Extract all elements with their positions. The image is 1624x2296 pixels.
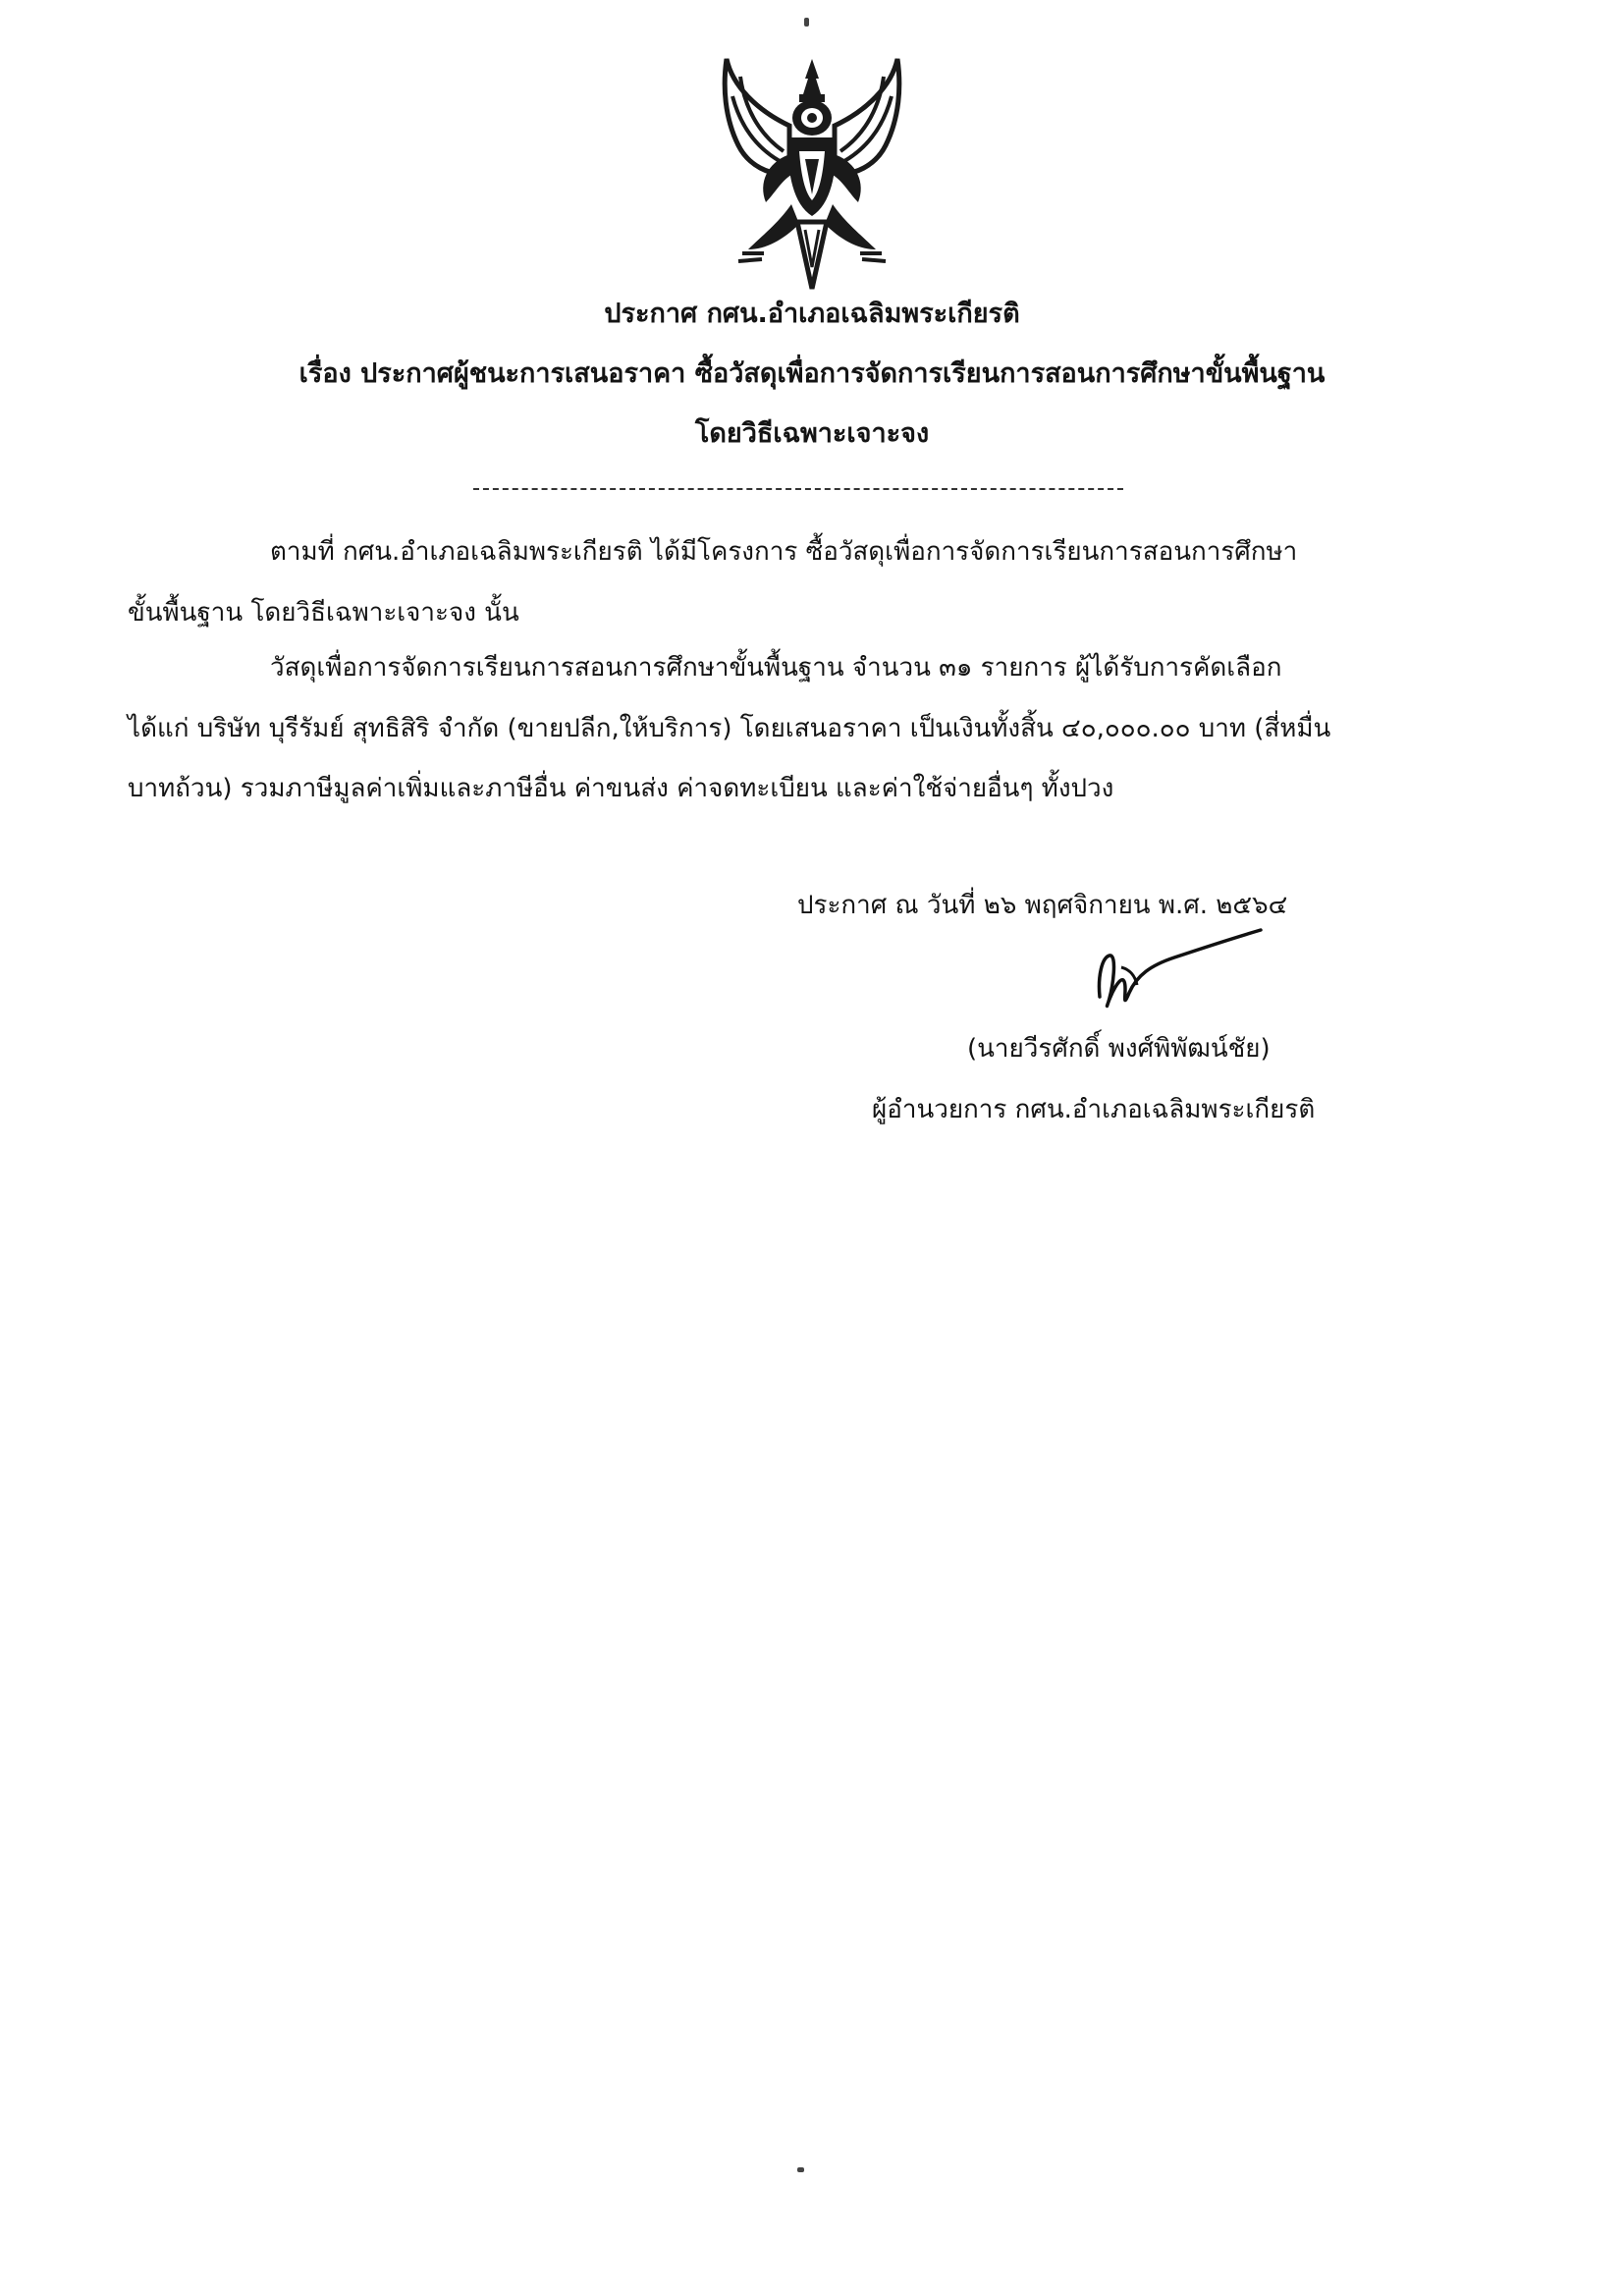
- paragraph-line: วัสดุเพื่อการจัดการเรียนการสอนการศึกษาขั้นพื้นฐาน จำนวน ๓๑ รายการ ผู้ได้รับการคัดเลือก: [270, 653, 1282, 683]
- announcement-subject: เรื่อง ประกาศผู้ชนะการเสนอราคา ซื้อวัสดุเพื่อการจัดการเรียนการสอนการศึกษาขั้นพื้นฐาน: [298, 358, 1326, 389]
- divider: [473, 488, 1123, 490]
- scan-speck: [797, 2167, 804, 2172]
- paragraph-line: บาทถ้วน) รวมภาษีมูลค่าเพิ่มและภาษีอื่น ค่าขนส่ง ค่าจดทะเบียน และค่าใช้จ่ายอื่นๆ ทั้งปวง: [128, 774, 1114, 803]
- handwritten-signature: [1080, 928, 1276, 1026]
- garuda-emblem-icon: [719, 57, 905, 293]
- procurement-method: โดยวิธีเฉพาะเจาะจง: [694, 418, 930, 449]
- paragraph-line: ตามที่ กศน.อำเภอเฉลิมพระเกียรติ ได้มีโครงการ ซื้อวัสดุเพื่อการจัดการเรียนการสอนการศึกษา: [270, 537, 1298, 567]
- paragraph-line: ขั้นพื้นฐาน โดยวิธีเฉพาะเจาะจง นั้น: [128, 598, 519, 628]
- scan-speck: [804, 18, 809, 27]
- paragraph-line: ได้แก่ บริษัท บุรีรัมย์ สุทธิสิริ จำกัด (ขายปลีก,ให้บริการ) โดยเสนอราคา เป็นเงินทั้งสิ้น ๔๐,๐๐๐.๐๐ บาท (สี่หมื่น: [128, 714, 1331, 743]
- announcement-title: ประกาศ กศน.อำเภอเฉลิมพระเกียรติ: [604, 299, 1020, 329]
- signatory-name: (นายวีรศักดิ์ พงศ์พิพัฒน์ชัย): [967, 1034, 1271, 1064]
- signatory-position: ผู้อำนวยการ กศน.อำเภอเฉลิมพระเกียรติ: [872, 1095, 1316, 1124]
- announcement-date: ประกาศ ณ วันที่ ๒๖ พฤศจิกายน พ.ศ. ๒๕๖๔: [797, 891, 1288, 920]
